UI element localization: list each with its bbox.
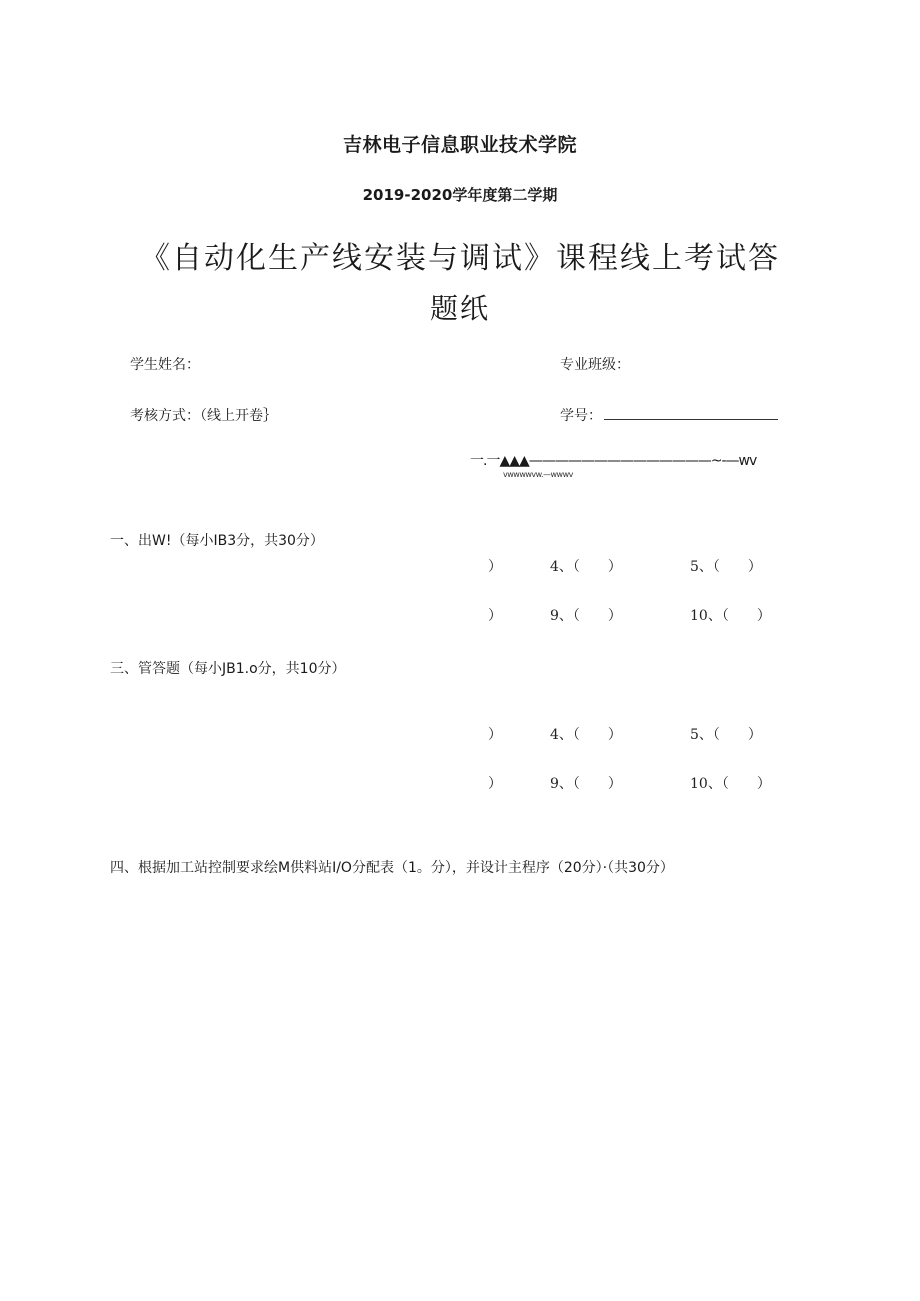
major-class-label: 专业班级：: [560, 357, 630, 373]
exam-title-line2: 题纸: [429, 292, 490, 325]
student-id-field: [560, 405, 778, 425]
answer-blank: ）: [488, 776, 502, 792]
student-name-label: 学生姓名：: [130, 357, 200, 373]
exam-title-line1: 《自动化生产线安装与调试》课程线上考试答: [140, 241, 780, 276]
decorative-line: 一.一▲▲▲——————————————~-—wv: [470, 453, 757, 469]
answer-blank: ）: [488, 608, 502, 624]
answer-blank: 5、（ ）: [690, 727, 762, 743]
answer-blank: 9、（ ）: [550, 776, 622, 792]
academic-term: 2019-2020学年度第二学期: [362, 186, 558, 204]
answer-blank: ）: [488, 559, 502, 575]
answer-blank: ）: [488, 727, 502, 743]
answer-blank: 4、（ ）: [550, 559, 622, 575]
exam-method-label: 考核方式：（线上开卷｝: [130, 408, 277, 424]
student-id-label: 学号：: [560, 408, 602, 424]
section-3-heading: 三、管答题（每小JB1.o分，共10分）: [110, 661, 346, 677]
answer-blank: 10、（ ）: [690, 608, 771, 624]
answer-blank: 5、（ ）: [690, 559, 762, 575]
student-id-blank[interactable]: [604, 405, 778, 420]
answer-blank: 9、（ ）: [550, 608, 622, 624]
decorative-subline: vwwwwvw.—wwwv: [503, 470, 573, 479]
section-1-heading: 一、出W!（每小IB3分，共30分）: [110, 533, 324, 549]
answer-blank: 10、（ ）: [690, 776, 771, 792]
school-name: 吉林电子信息职业技术学院: [342, 134, 577, 156]
answer-blank: 4、（ ）: [550, 727, 622, 743]
section-4-heading: 四、根据加工站控制要求绘M供料站I/O分配表（1。分），并设计主程序（20分）·（共30分）: [110, 860, 674, 876]
